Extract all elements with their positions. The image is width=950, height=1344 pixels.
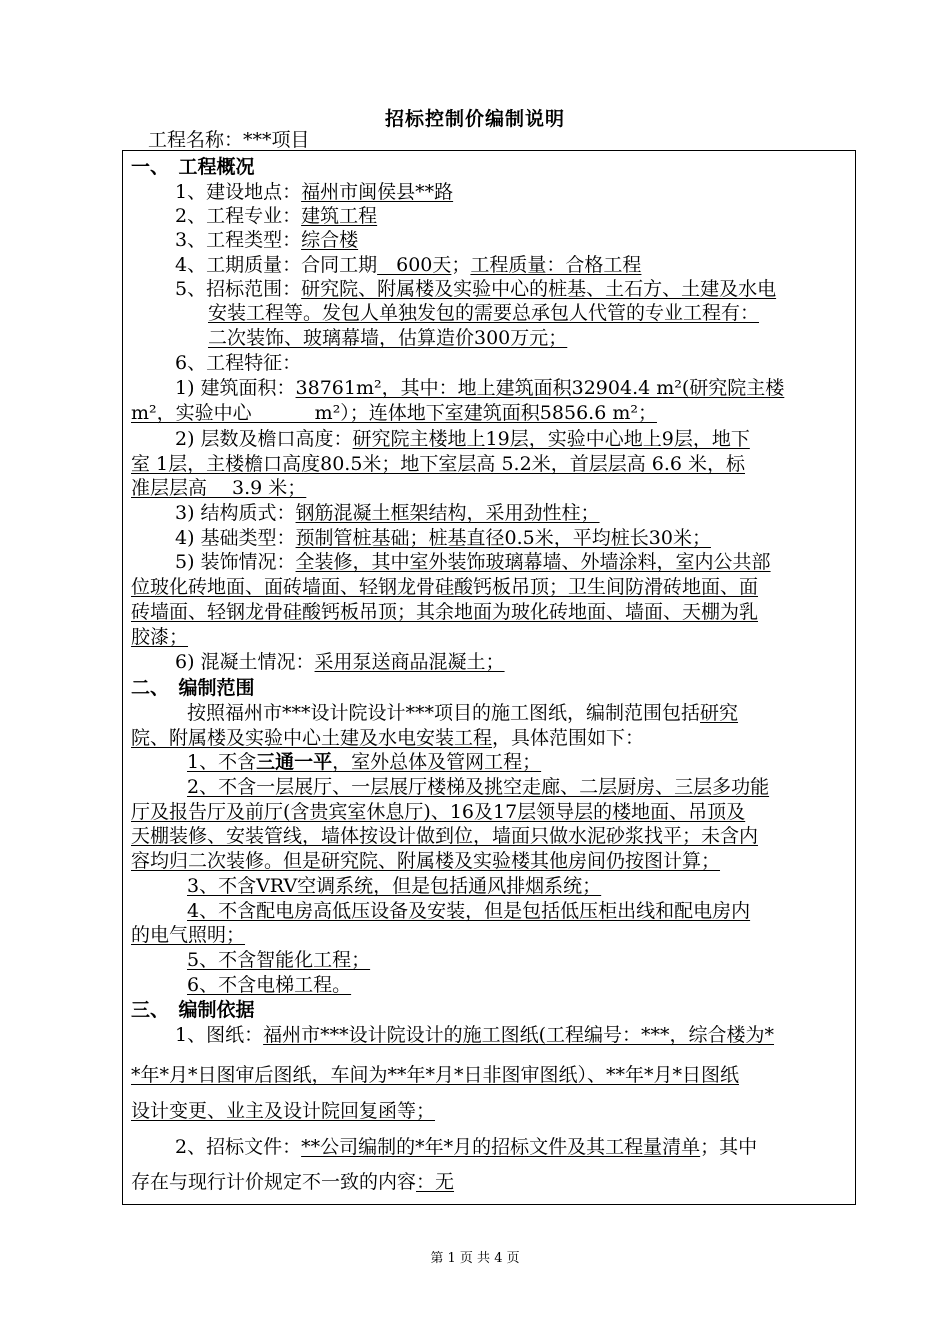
- area-text-1: 38761m²，其中：地上建筑面积32904.4 m²(研究院主楼: [295, 377, 785, 399]
- exclusion-1c: ，室外总体及管网工程；: [332, 751, 542, 773]
- exclusion-1: [187, 750, 541, 774]
- exclusion-2-line-2: 厅及报告厅及前厅(含贵宾室休息厅)、16及17层领导层的楼地面、吊顶及: [131, 801, 746, 823]
- scope-line-3: 二次装饰、玻璃幕墙，估算造价300万元；: [208, 327, 568, 349]
- major-label: 2、工程专业：: [175, 205, 302, 227]
- period-label: 4、工期质量：: [175, 254, 302, 276]
- exclusion-4-line-1: 4、不含配电房高低压设备及安装，但是包括低压柜出线和配电房内: [187, 900, 751, 922]
- location-label: 1、建设地点：: [175, 181, 302, 203]
- foundation-value: 预制管桩基础；桩基直径0.5米，平均桩长30米；: [295, 527, 711, 549]
- exclusion-4-line-2: 的电气照明；: [131, 924, 246, 946]
- period-text: 合同工期: [301, 254, 378, 276]
- section-3-heading: 三、 编制依据: [131, 999, 255, 1021]
- concrete-line: [175, 650, 505, 674]
- quality-label: 工程质量: [470, 254, 547, 276]
- scope-intro-line-2: [131, 726, 644, 750]
- floors-prefix: 2) 层数及檐口高度：: [175, 428, 353, 450]
- floors-text-1: 研究院主楼地上19层，实验中心地上9层，地下: [352, 428, 750, 450]
- exclusion-6: 6、不含电梯工程。: [187, 974, 352, 996]
- period-sep: ；: [451, 254, 471, 276]
- area-prefix: 1) 建筑面积：: [175, 377, 296, 399]
- project-name: 工程名称：***项目: [148, 129, 310, 151]
- period-line: [175, 253, 641, 277]
- major-line: [175, 204, 377, 228]
- basis-1-line-3: 设计变更、业主及设计院回复函等；: [131, 1100, 436, 1122]
- location-value: 福州市闽侯县**路: [301, 181, 454, 203]
- basis-2-line-2: [131, 1170, 454, 1194]
- period-days: 600天: [377, 254, 452, 276]
- decor-text-1: 全装修，其中室外装饰玻璃幕墙、外墙涂料，室内公共部: [295, 551, 771, 573]
- location-line: [175, 180, 453, 204]
- page-footer: 第 1 页 共 4 页: [430, 1251, 520, 1266]
- basis-2-text-1b: ；其中: [700, 1136, 758, 1158]
- basis-2-text-1: **公司编制的*年*月的招标文件及其工程量清单: [301, 1136, 701, 1158]
- type-value: 综合楼: [301, 229, 359, 251]
- basis-1-text-1: 福州市***设计院设计的施工图纸(工程编号：***，综合楼为*: [263, 1024, 775, 1046]
- exclusion-5: 5、不含智能化工程；: [187, 949, 371, 971]
- decor-line-1: [175, 550, 771, 574]
- exclusion-2-line-4: 容均归二次装修。但是研究院、附属楼及实验楼其他房间仍按图计算；: [131, 850, 721, 872]
- floors-line-2: 室 1层，主楼檐口高度80.5米；地下室层高 5.2米，首层层高 6.6 米，标: [131, 453, 745, 475]
- quality-value: ：合格工程: [546, 254, 642, 276]
- area-line-2: m²，实验中心 m²）；连体地下室建筑面积5856.6 m²；: [131, 402, 657, 424]
- foundation-prefix: 4) 基础类型：: [175, 527, 296, 549]
- concrete-prefix: 6) 混凝土情况：: [175, 651, 315, 673]
- document-title: 招标控制价编制说明: [384, 108, 565, 130]
- basis-2-text-2b: ：无: [416, 1171, 455, 1193]
- scope-label: 5、招标范围：: [175, 278, 302, 300]
- type-line: [175, 228, 358, 252]
- scope-line-2: 安装工程等。发包人单独发包的需要总承包人代管的专业工程有：: [208, 302, 760, 324]
- concrete-value: 采用泵送商品混凝土；: [314, 651, 505, 673]
- basis-1-prefix: 1、图纸：: [175, 1024, 264, 1046]
- basis-2-text-2: 存在与现行计价规定不一致的内容: [131, 1171, 417, 1193]
- structure-value: 钢筋混凝土框架结构，采用劲性柱；: [295, 502, 600, 524]
- scope-text-1: 研究院、附属楼及实验中心的桩基、土石方、土建及水电: [301, 278, 777, 300]
- feature-label: 6、工程特征：: [175, 352, 302, 374]
- section-1-heading: 一、 工程概况: [131, 156, 255, 178]
- type-label: 3、工程类型：: [175, 229, 302, 251]
- decor-line-4: 胶漆；: [131, 626, 189, 648]
- floors-line-3: 准层层高 3.9 米；: [131, 477, 307, 499]
- exclusion-2-line-3: 天棚装修、安装管线，墙体按设计做到位，墙面只做水泥砂浆找平；未含内: [131, 825, 759, 847]
- scope-intro-1b: 研究: [700, 702, 739, 724]
- basis-2-line-1: [175, 1135, 757, 1159]
- structure-line: [175, 501, 600, 525]
- basis-1-line-1: [175, 1023, 774, 1047]
- scope-intro-1a: 按照福州市***设计院设计***项目的施工图纸，编制范围包括: [187, 702, 701, 724]
- exclusion-1b: 三通一平: [256, 751, 333, 773]
- basis-1-line-2: *年*月*日图审后图纸，车间为**年*月*日非图审图纸）、**年*月*日图纸: [131, 1064, 740, 1086]
- scope-intro-2b: ，具体范围如下：: [492, 727, 645, 749]
- major-value: 建筑工程: [301, 205, 378, 227]
- scope-line-1: [175, 277, 776, 301]
- floors-line-1: [175, 427, 750, 451]
- area-line-1: [175, 376, 784, 400]
- basis-2-prefix: 2、招标文件：: [175, 1136, 302, 1158]
- scope-intro-line-1: [187, 701, 738, 725]
- decor-prefix: 5) 装饰情况：: [175, 551, 296, 573]
- scope-intro-2: 院、附属楼及实验中心土建及水电安装工程: [131, 727, 493, 749]
- decor-line-2: 位玻化砖地面、面砖墙面、轻钢龙骨硅酸钙板吊顶；卫生间防滑砖地面、面: [131, 576, 759, 598]
- exclusion-2-line-1: 2、不含一层展厅、一层展厅楼梯及挑空走廊、二层厨房、三层多功能: [187, 776, 770, 798]
- exclusion-1a: 1、不含: [187, 751, 257, 773]
- section-2-heading: 二、 编制范围: [131, 677, 255, 699]
- exclusion-3: 3、不含VRV空调系统，但是包括通风排烟系统；: [187, 875, 602, 897]
- structure-prefix: 3) 结构质式：: [175, 502, 296, 524]
- decor-line-3: 砖墙面、轻钢龙骨硅酸钙板吊顶；其余地面为玻化砖地面、墙面、天棚为乳: [131, 601, 759, 623]
- foundation-line: [175, 526, 711, 550]
